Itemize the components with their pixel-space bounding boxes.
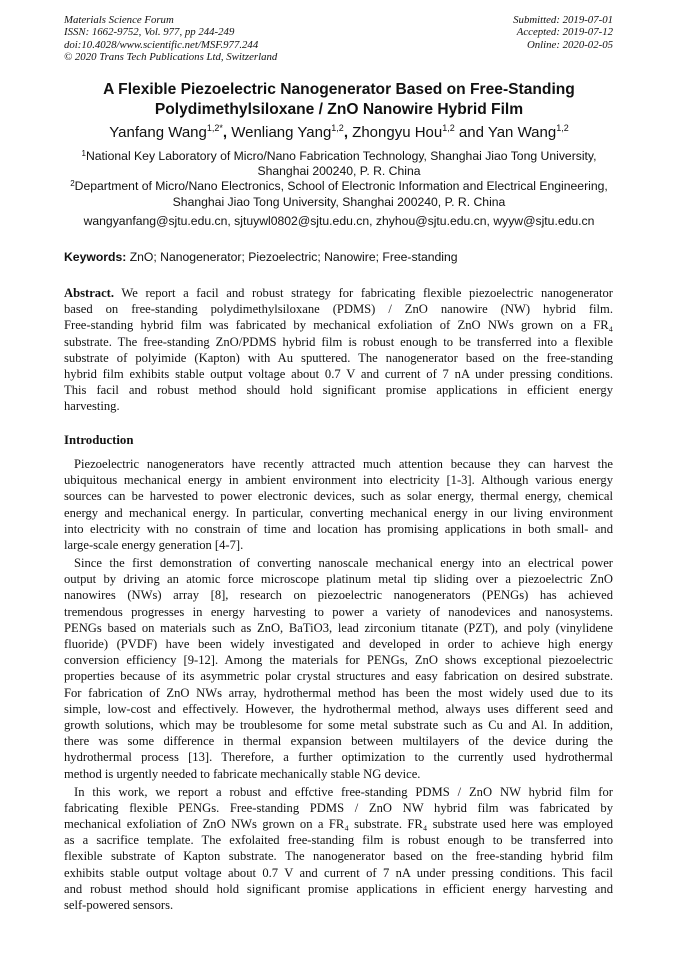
author [109,124,231,141]
abstract-line: Free-standing hybrid film was fabricated by mechanical exfoliation of ZnO NWs grown on a FR₄ [64,318,613,333]
text-line: fluoride) (PVDF) have been widely investigated and developed in order to achieve high energy [64,637,613,652]
text-line: energy and mechanical energy. In particular, converting mechanical energy in our living environment [64,505,613,520]
paragraph [64,784,613,914]
text-line: In this work, we report a robust and effctive free-standing PDMS / ZnO NW hybrid film for [74,784,613,799]
text-line: self-powered sensors. [64,898,174,913]
author-name: Yan Wang [487,124,557,141]
text-line: Since the first demonstration of converting nanoscale mechanical energy into an electrical power [74,556,613,571]
abstract [64,285,613,415]
affil-text: Department of Micro/Nano Electronics, School of Electronic Information and Electrical Engineering, [74,179,608,194]
text-line: conversion efficiency [9-12]. Among the materials for PENGs, ZnO shows exceptional piezoelectric [64,653,613,668]
abstract-line: This facil and robust method should hold significant promise applications in efficient energy [64,383,613,398]
separator: , [343,124,353,141]
affiliation-line: Shanghai 200240, P. R. China [257,164,421,179]
text-line: there was some difference in thermal expansion between multilayers of the device during the [64,734,613,749]
abstract-label: Abstract. [64,286,115,300]
section-heading-introduction: Introduction [64,433,134,447]
author-affil: 1,2 [331,123,344,133]
keywords-label: Keywords: [64,250,127,264]
title-line: A Flexible Piezoelectric Nanogenerator Based on Free-Standing [103,81,575,98]
abstract-text: We report a facil and robust strategy for fabricating flexible piezoelectric nanogenerator [114,286,613,300]
text-line: flexible substrate of Kapton substrate. The nanogenerator based on the free-standing hybrid film [64,849,613,864]
text-line: nanowires (NWs) array [8], research on piezoelectric nanogenerators (PENGs) has achieved [64,588,613,603]
accepted-date: Accepted: 2019-07-12 [516,26,613,39]
journal-info [64,14,277,63]
text-line: ubiquitous mechanical energy in ambient environment into electricity [1-3]. Although various energy [64,473,613,488]
affiliation-line: Shanghai Jiao Tong University, Shanghai 200240, P. R. China [172,194,506,209]
copyright: © 2020 Trans Tech Publications Ltd, Switzerland [64,50,278,63]
affiliation-line [0,179,678,194]
text-line: into electricity with no constrain of time and location has promising applications in both small- and [64,521,613,536]
abstract-line [64,285,613,301]
text-line: For fabrication of ZnO NWs array, hydrothermal method has been the most widely used due to its [64,685,613,700]
affiliation-line [0,149,678,164]
author-name: Yanfang Wang [109,124,207,141]
affil-number: 2 [70,179,75,189]
title-line: Polydimethylsiloxane / ZnO Nanowire Hybrid Film [154,101,524,118]
text-line: PENGs based on materials such as ZnO, BaTiO3, lead zirconium titanate (PZT), and poly (vinylidene [64,620,613,635]
abstract-line: hybrid film exhibits stable output voltage about 0.7 V and current of 7 nA under pressing conditions. [64,367,613,382]
introduction-body [64,456,613,913]
author-name: Wenliang Yang [231,124,332,141]
text-line: large-scale energy generation [4-7]. [64,538,244,553]
author [231,124,352,141]
online-date: Online: 2020-02-05 [526,38,613,51]
keywords-text: ZnO; Nanogenerator; Piezoelectric; Nanowire; Free-standing [126,250,458,264]
abstract-line: based on free-standing polydimethylsiloxane (PDMS) / ZnO nanowire (NW) hybrid film. [64,302,613,317]
text-line: sources can be harvested to power electronic devices, such as solar energy, thermal energy, chemical [64,489,613,504]
text-line: method is urgently needed to fabricate mechanically stable NG device. [64,766,421,781]
abstract-line: substrate. The free-standing ZnO/PDMS hybrid film is robust enough to be transferred into a flexible [64,334,613,349]
abstract-line: harvesting. [64,399,120,414]
text-line: fabricating flexible PENGs. Free-standing PDMS / ZnO NW hybrid film was fabricated by [64,800,613,815]
author-list [0,123,678,143]
text-line: output by driving an atomic force microscope platinum metal tip sliding over a piezoelectric ZnO [64,572,613,587]
paper-title [0,80,678,120]
text-line: exhibits stable output voltage about 0.7 V and current of 7 nA under pressing conditions. This facil [64,865,613,880]
text-line: as a sacrifice template. The exfolaited free-standing film is robust enough to be transferred into [64,833,613,848]
affil-text: National Key Laboratory of Micro/Nano Fabrication Technology, Shanghai Jiao Tong University, [85,149,597,163]
author [352,124,488,141]
author-emails: wangyanfang@sjtu.edu.cn, sjtuywl0802@sjtu.edu.cn, zhyhou@sjtu.edu.cn, wyyw@sjtu.edu.cn [83,214,595,228]
issn-volume: ISSN: 1662-9752, Vol. 977, pp 244-249 [64,26,235,39]
journal-name: Materials Science Forum [64,14,174,26]
text-line: mechanical exfoliation of ZnO NWs grown on a FR₄ substrate. FR₄ substrate used here was employed [64,817,613,832]
separator: and [454,124,488,141]
submitted-date: Submitted: 2019-07-01 [513,14,613,26]
affil-number: 1 [81,149,86,158]
text-line: properties because of its asymmetric polar crystal structures and easy fabrication on desired substrate. [64,669,613,684]
paragraph [64,456,613,553]
text-line: and robust method should hold significant promise applications in efficient energy harvesting and [64,881,613,896]
text-line: Piezoelectric nanogenerators have recently attracted much attention because they can harvest the [74,457,613,471]
publication-dates [513,14,613,51]
text-line: simple, low-cost and effectively. However, the hydrothermal method, always uses different seed and [64,701,613,716]
separator: , [222,124,232,141]
affiliations [0,149,678,210]
text-line: hydrothermal process [13]. Therefore, a further optimization to the currently used hydrothermal [64,750,613,765]
abstract-line: substrate of polyimide (Kapton) with Au sputtered. The nanogenerator based on the free-standing [64,350,613,365]
author-name: Zhongyu Hou [352,124,443,141]
paragraph [64,555,613,782]
author-affil: 1,2* [206,123,223,133]
keywords [64,250,458,264]
author [488,124,569,141]
text-line: tremendous progresses in energy harvesting to power a variety of nanodevices and nanosystems. [64,604,613,619]
doi: doi:10.4028/www.scientific.net/MSF.977.244 [64,38,259,51]
text-line: growth solutions, which may be troublesome for some metal substrate such as Cu and Al. In addition, [64,718,613,733]
author-affil: 1,2 [442,123,455,133]
author-affil: 1,2 [556,123,569,133]
